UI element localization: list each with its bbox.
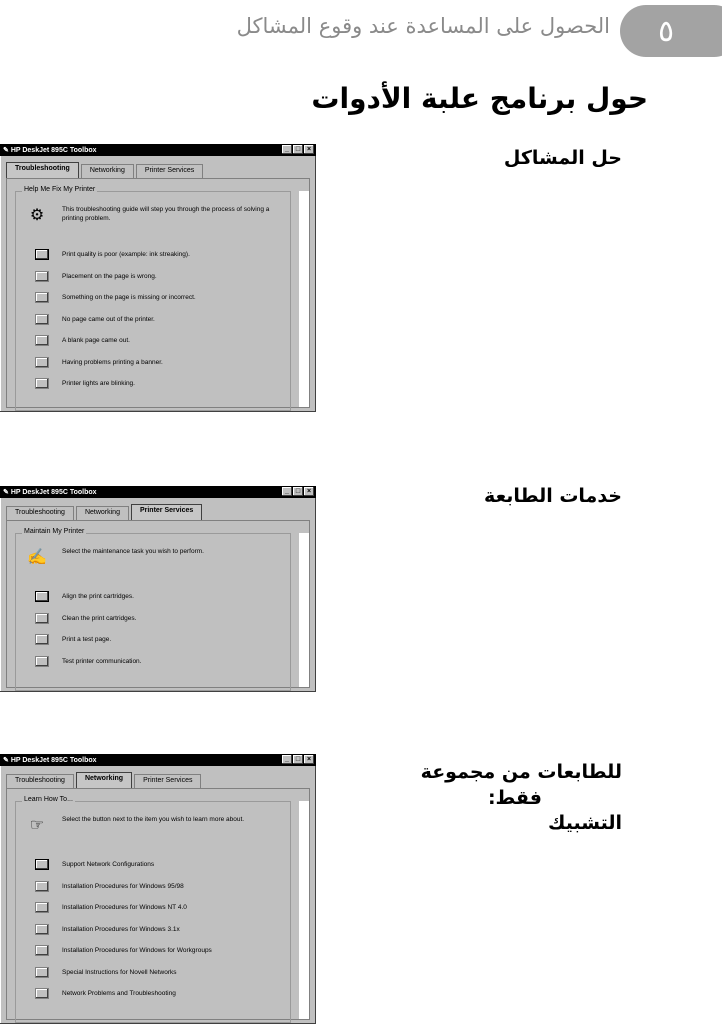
option-item bbox=[36, 876, 212, 898]
option-list bbox=[36, 854, 212, 1005]
option-item bbox=[36, 287, 196, 309]
option-label: Placement on the page is wrong. bbox=[62, 272, 157, 280]
tab-panel bbox=[6, 178, 310, 408]
title-bar[interactable] bbox=[0, 754, 316, 766]
option-button[interactable] bbox=[36, 657, 48, 666]
option-button[interactable] bbox=[36, 968, 48, 977]
option-button[interactable] bbox=[36, 592, 48, 601]
option-label: Special Instructions for Novell Networks bbox=[62, 968, 177, 976]
option-button[interactable] bbox=[36, 882, 48, 891]
option-list bbox=[36, 244, 196, 395]
option-label: Clean the print cartridges. bbox=[62, 614, 137, 622]
option-item bbox=[36, 586, 141, 608]
window-title: ✎ HP DeskJet 895C Toolbox bbox=[3, 757, 97, 764]
option-label: Installation Procedures for Windows 3.1x bbox=[62, 925, 180, 933]
option-label: No page came out of the printer. bbox=[62, 315, 155, 323]
group-label: Learn How To... bbox=[24, 796, 73, 803]
tab-strip bbox=[6, 772, 310, 788]
tab-panel bbox=[6, 520, 310, 688]
maximize-button[interactable]: □ bbox=[293, 487, 303, 496]
option-item bbox=[36, 919, 212, 941]
minimize-button[interactable]: _ bbox=[282, 145, 292, 154]
option-label: Align the print cartridges. bbox=[62, 593, 134, 601]
label-networking-line3: التشبيك bbox=[548, 812, 622, 835]
option-item bbox=[36, 244, 196, 266]
option-label: Network Problems and Troubleshooting bbox=[62, 990, 176, 998]
tab-troubleshooting[interactable]: Troubleshooting bbox=[6, 774, 74, 788]
option-button[interactable] bbox=[36, 358, 48, 367]
title-bar[interactable] bbox=[0, 486, 316, 498]
option-item bbox=[36, 309, 196, 331]
option-button[interactable] bbox=[36, 272, 48, 281]
tab-troubleshooting[interactable]: Troubleshooting bbox=[6, 506, 74, 520]
option-label: Installation Procedures for Windows for Workgroups bbox=[62, 947, 212, 955]
maximize-button[interactable]: □ bbox=[293, 755, 303, 764]
option-item bbox=[36, 373, 196, 395]
option-label: A blank page came out. bbox=[62, 337, 130, 345]
tab-strip bbox=[6, 504, 310, 520]
option-item bbox=[36, 940, 212, 962]
label-troubleshooting: حل المشاكل bbox=[503, 147, 622, 169]
option-label: Something on the page is missing or incorrect. bbox=[62, 294, 196, 302]
chapter-title: الحصول على المساعدة عند وقوع المشاكل bbox=[236, 14, 610, 38]
option-list bbox=[36, 586, 141, 672]
option-button[interactable] bbox=[36, 989, 48, 998]
minimize-button[interactable]: _ bbox=[282, 755, 292, 764]
tab-troubleshooting[interactable]: Troubleshooting bbox=[6, 162, 79, 178]
option-item bbox=[36, 962, 212, 984]
option-label: Test printer communication. bbox=[62, 657, 142, 665]
option-item bbox=[36, 983, 212, 1005]
group-label: Help Me Fix My Printer bbox=[24, 186, 96, 193]
tab-printer-services[interactable]: Printer Services bbox=[131, 504, 202, 520]
option-button[interactable] bbox=[36, 860, 48, 869]
option-button[interactable] bbox=[36, 293, 48, 302]
option-label: Installation Procedures for Windows NT 4.0 bbox=[62, 904, 187, 912]
group-box bbox=[15, 186, 291, 411]
option-button[interactable] bbox=[36, 635, 48, 644]
tab-printer-services[interactable]: Printer Services bbox=[134, 774, 201, 788]
option-button[interactable] bbox=[36, 946, 48, 955]
option-item bbox=[36, 854, 212, 876]
toolbox-window-troubleshooting bbox=[0, 144, 316, 412]
close-button[interactable]: × bbox=[304, 145, 314, 154]
label-printer-services: خدمات الطابعة bbox=[484, 485, 622, 507]
option-item bbox=[36, 897, 212, 919]
option-button[interactable] bbox=[36, 925, 48, 934]
tab-networking[interactable]: Networking bbox=[76, 772, 132, 788]
tab-strip bbox=[6, 162, 310, 178]
toolbox-window-printer-services bbox=[0, 486, 316, 692]
option-label: Support Network Configurations bbox=[62, 861, 155, 869]
option-item bbox=[36, 651, 141, 673]
toolbox-window-networking bbox=[0, 754, 316, 1024]
option-item bbox=[36, 629, 141, 651]
window-edge bbox=[299, 191, 309, 407]
option-label: Printer lights are blinking. bbox=[62, 380, 135, 388]
option-item bbox=[36, 266, 196, 288]
label-networking-line2: فقط: bbox=[487, 786, 542, 809]
tab-panel bbox=[6, 788, 310, 1020]
close-button[interactable]: × bbox=[304, 755, 314, 764]
tab-networking[interactable]: Networking bbox=[76, 506, 129, 520]
option-button[interactable] bbox=[36, 379, 48, 388]
option-button[interactable] bbox=[36, 614, 48, 623]
option-button[interactable] bbox=[36, 315, 48, 324]
option-item bbox=[36, 330, 196, 352]
option-item bbox=[36, 608, 141, 630]
intro-text: Select the maintenance task you wish to perform. bbox=[62, 548, 204, 555]
maintenance-icon: ✍ bbox=[27, 549, 47, 566]
intro-text: This troubleshooting guide will step you through the process of solving a printing problem. bbox=[62, 206, 270, 222]
option-item bbox=[36, 352, 196, 374]
window-edge bbox=[299, 801, 309, 1019]
troubleshoot-icon: ⚙ bbox=[29, 207, 45, 224]
window-edge bbox=[299, 533, 309, 687]
option-button[interactable] bbox=[36, 903, 48, 912]
group-label: Maintain My Printer bbox=[24, 528, 85, 535]
chapter-badge bbox=[620, 5, 722, 57]
tab-printer-services[interactable]: Printer Services bbox=[136, 164, 203, 178]
option-button[interactable] bbox=[36, 336, 48, 345]
maximize-button[interactable]: □ bbox=[293, 145, 303, 154]
option-label: Installation Procedures for Windows 95/98 bbox=[62, 882, 184, 890]
window-title: ✎ HP DeskJet 895C Toolbox bbox=[3, 489, 97, 496]
section-title: حول برنامج علبة الأدوات bbox=[311, 82, 648, 115]
minimize-button[interactable]: _ bbox=[282, 487, 292, 496]
option-label: Print a test page. bbox=[62, 636, 112, 644]
title-bar[interactable] bbox=[0, 144, 316, 156]
network-help-icon: ☞ bbox=[29, 817, 45, 834]
label-networking-line1: للطابعات من مجموعة bbox=[420, 761, 622, 783]
group-box bbox=[15, 528, 291, 691]
intro-text: Select the button next to the item you wish to learn more about. bbox=[62, 816, 245, 823]
option-label: Having problems printing a banner. bbox=[62, 358, 163, 366]
option-button[interactable] bbox=[36, 250, 48, 259]
option-label: Print quality is poor (example: ink streaking). bbox=[62, 251, 190, 259]
chapter-number: ٥ bbox=[658, 13, 675, 49]
close-button[interactable]: × bbox=[304, 487, 314, 496]
label-networking bbox=[402, 760, 622, 837]
tab-networking[interactable]: Networking bbox=[81, 164, 134, 178]
group-box bbox=[15, 796, 291, 1023]
window-title: ✎ HP DeskJet 895C Toolbox bbox=[3, 147, 97, 154]
